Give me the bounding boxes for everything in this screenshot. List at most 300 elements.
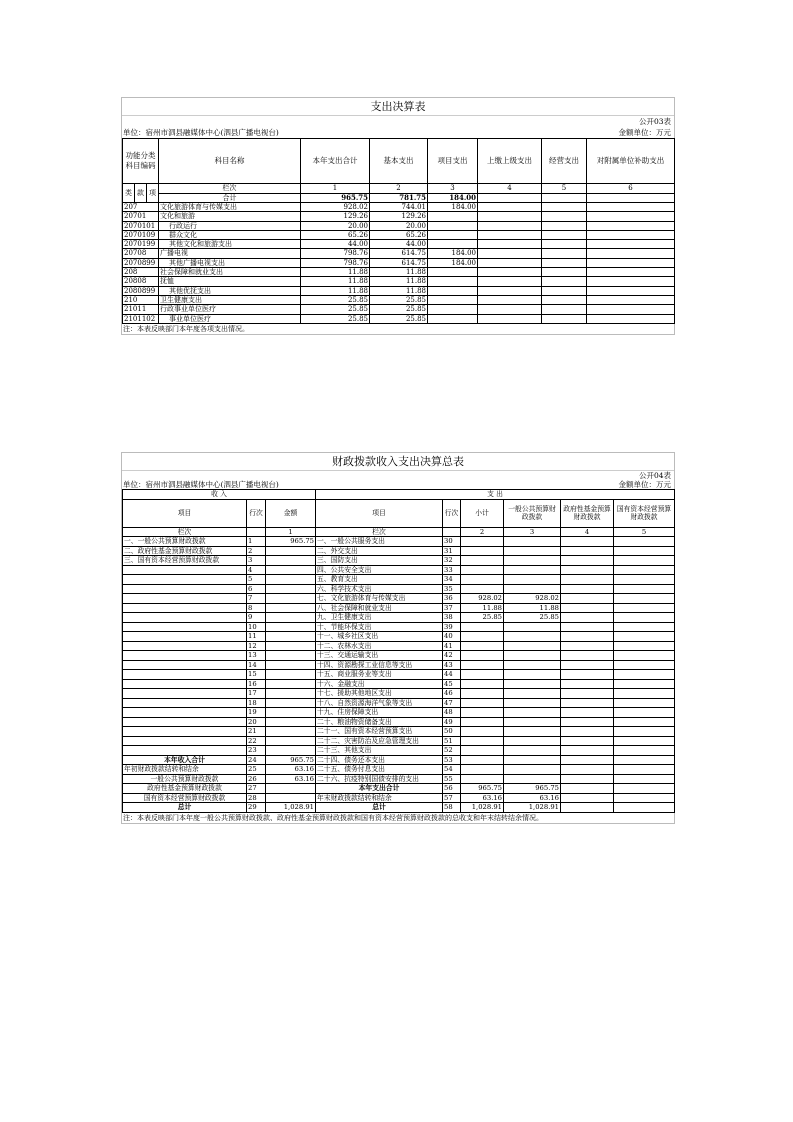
col-label: 栏次 bbox=[159, 184, 301, 194]
expense-general bbox=[504, 584, 561, 594]
income-row-num: 4 bbox=[247, 565, 266, 575]
income-item: 国有资本经营预算财政拨款 bbox=[123, 793, 247, 803]
table-row bbox=[123, 221, 675, 230]
expense-row-num: 31 bbox=[443, 546, 461, 556]
expense-general bbox=[504, 622, 561, 632]
expense-subtotal bbox=[461, 670, 504, 680]
income-item bbox=[123, 594, 247, 604]
expense-row-num: 41 bbox=[443, 641, 461, 651]
income-row-num: 1 bbox=[247, 537, 266, 547]
header-code: 功能分类科目编码 bbox=[123, 139, 159, 184]
fiscal-appropriation-summary bbox=[121, 452, 675, 824]
expense-item: 二十二、灾害防治及应急管理支出 bbox=[316, 736, 443, 746]
table-row bbox=[123, 622, 675, 632]
income-row-num: 12 bbox=[247, 641, 266, 651]
row-basic: 11.88 bbox=[370, 268, 428, 277]
income-row-num: 9 bbox=[247, 613, 266, 623]
header-project: 项目支出 bbox=[428, 139, 478, 184]
table-row bbox=[123, 803, 675, 813]
expense-subtotal: 928.02 bbox=[461, 594, 504, 604]
income-item: 政府性基金预算财政拨款 bbox=[123, 784, 247, 794]
expense-general bbox=[504, 679, 561, 689]
header-subsidy: 对附属单位补助支出 bbox=[587, 139, 675, 184]
expense-row-num: 49 bbox=[443, 717, 461, 727]
expense-row-num: 32 bbox=[443, 556, 461, 566]
expense-subtotal bbox=[461, 679, 504, 689]
row-name: 文化旅游体育与传媒支出 bbox=[159, 203, 301, 212]
row-total: 798.76 bbox=[301, 258, 370, 267]
expense-row-num: 55 bbox=[443, 774, 461, 784]
table-row bbox=[123, 314, 675, 323]
expense-item: 二十五、债务付息支出 bbox=[316, 765, 443, 775]
table-row bbox=[123, 651, 675, 661]
row-total: 928.02 bbox=[301, 203, 370, 212]
table-row bbox=[123, 565, 675, 575]
col-num-1: 1 bbox=[301, 184, 370, 194]
income-item bbox=[123, 736, 247, 746]
expense-subtotal: 25.85 bbox=[461, 613, 504, 623]
expense-general bbox=[504, 556, 561, 566]
income-row-num: 3 bbox=[247, 556, 266, 566]
expense-general bbox=[504, 746, 561, 756]
income-item: 总计 bbox=[123, 803, 247, 813]
expense-item: 十五、商业服务业等支出 bbox=[316, 670, 443, 680]
table-row bbox=[123, 689, 675, 699]
col-num-3: 3 bbox=[428, 184, 478, 194]
total-project: 184.00 bbox=[428, 193, 478, 203]
expense-row-num: 56 bbox=[443, 784, 461, 794]
expense-item: 六、科学技术支出 bbox=[316, 584, 443, 594]
row-project bbox=[428, 230, 478, 239]
expense-row-num: 54 bbox=[443, 765, 461, 775]
expense-subtotal bbox=[461, 632, 504, 642]
income-item bbox=[123, 622, 247, 632]
expense-general bbox=[504, 670, 561, 680]
income-row-num: 16 bbox=[247, 679, 266, 689]
income-item: 年初财政拨款结转和结余 bbox=[123, 765, 247, 775]
income-row-num: 19 bbox=[247, 708, 266, 718]
expense-subtotal: 965.75 bbox=[461, 784, 504, 794]
expense-item: 本年支出合计 bbox=[316, 784, 443, 794]
row-name: 社会保障和就业支出 bbox=[159, 268, 301, 277]
table1-note: 注：本表反映部门本年度各项支出情况。 bbox=[123, 324, 249, 333]
expense-general bbox=[504, 641, 561, 651]
row-basic: 20.00 bbox=[370, 221, 428, 230]
table-row bbox=[123, 546, 675, 556]
expense-general: 928.02 bbox=[504, 594, 561, 604]
table-row bbox=[123, 305, 675, 314]
expense-general: 25.85 bbox=[504, 613, 561, 623]
income-amount: 63.16 bbox=[266, 765, 316, 775]
income-amount bbox=[266, 632, 316, 642]
income-amount bbox=[266, 565, 316, 575]
row-total: 25.85 bbox=[301, 305, 370, 314]
income-amount bbox=[266, 689, 316, 699]
income-row-num: 11 bbox=[247, 632, 266, 642]
header-name: 科目名称 bbox=[159, 139, 301, 184]
expense-item: 五、教育支出 bbox=[316, 575, 443, 585]
form-number: 公开03表 bbox=[638, 117, 671, 126]
table-row bbox=[123, 746, 675, 756]
row-basic: 44.00 bbox=[370, 240, 428, 249]
expense-subtotal bbox=[461, 727, 504, 737]
row-code: 208 bbox=[123, 268, 159, 277]
expense-row-num: 58 bbox=[443, 803, 461, 813]
income-item bbox=[123, 584, 247, 594]
row-total: 65.26 bbox=[301, 230, 370, 239]
expense-row-num: 43 bbox=[443, 660, 461, 670]
expense-item: 年末财政拨款结转和结余 bbox=[316, 793, 443, 803]
expense-general bbox=[504, 727, 561, 737]
expense-general bbox=[504, 755, 561, 765]
expense-item: 七、文化旅游体育与传媒支出 bbox=[316, 594, 443, 604]
table2-grid bbox=[122, 489, 675, 813]
table-row bbox=[123, 240, 675, 249]
expense-row-num: 51 bbox=[443, 736, 461, 746]
income-row-num: 27 bbox=[247, 784, 266, 794]
income-row-num: 25 bbox=[247, 765, 266, 775]
header-business: 经营支出 bbox=[542, 139, 587, 184]
table-row bbox=[123, 632, 675, 642]
income-amount bbox=[266, 660, 316, 670]
expense-general bbox=[504, 575, 561, 585]
expense-subtotal bbox=[461, 717, 504, 727]
table-row bbox=[123, 584, 675, 594]
table-row bbox=[123, 784, 675, 794]
expense-general bbox=[504, 708, 561, 718]
expense-item: 二十三、其他支出 bbox=[316, 746, 443, 756]
header-basic: 基本支出 bbox=[370, 139, 428, 184]
income-amount: 965.75 bbox=[266, 755, 316, 765]
table-row bbox=[123, 679, 675, 689]
expense-item: 四、公共安全支出 bbox=[316, 565, 443, 575]
unit-org: 单位：宿州市泗县融媒体中心(泗县广播电视台) bbox=[123, 128, 279, 137]
income-amount bbox=[266, 575, 316, 585]
expense-row-num: 44 bbox=[443, 670, 461, 680]
row-name: 卫生健康支出 bbox=[159, 295, 301, 304]
row-name: 群众文化 bbox=[159, 230, 301, 239]
expense-subtotal bbox=[461, 660, 504, 670]
income-item: 二、政府性基金预算财政拨款 bbox=[123, 546, 247, 556]
row-project bbox=[428, 295, 478, 304]
expense-subtotal bbox=[461, 537, 504, 547]
row-code: 2070899 bbox=[123, 258, 159, 267]
row-code: 2070199 bbox=[123, 240, 159, 249]
income-amount bbox=[266, 784, 316, 794]
income-amount bbox=[266, 708, 316, 718]
expense-row-num: 45 bbox=[443, 679, 461, 689]
table-row bbox=[123, 755, 675, 765]
expense-item: 十八、自然资源海洋气象等支出 bbox=[316, 698, 443, 708]
income-item bbox=[123, 613, 247, 623]
row-name: 行政事业单位医疗 bbox=[159, 305, 301, 314]
income-amount bbox=[266, 698, 316, 708]
row-total: 129.26 bbox=[301, 212, 370, 221]
table-row bbox=[123, 258, 675, 267]
income-amount bbox=[266, 670, 316, 680]
expense-row-num: 39 bbox=[443, 622, 461, 632]
expense-subtotal bbox=[461, 575, 504, 585]
income-item bbox=[123, 670, 247, 680]
expense-row-num: 36 bbox=[443, 594, 461, 604]
row-basic: 11.88 bbox=[370, 286, 428, 295]
expense-row-num: 40 bbox=[443, 632, 461, 642]
row-name: 抚恤 bbox=[159, 277, 301, 286]
income-amount bbox=[266, 717, 316, 727]
expense-row-num: 38 bbox=[443, 613, 461, 623]
expense-subtotal bbox=[461, 584, 504, 594]
expense-item: 十一、城乡社区支出 bbox=[316, 632, 443, 642]
expense-item: 十七、援助其他地区支出 bbox=[316, 689, 443, 699]
expense-subtotal bbox=[461, 708, 504, 718]
table-row bbox=[123, 717, 675, 727]
col-num-3: 3 bbox=[504, 527, 561, 537]
income-amount bbox=[266, 584, 316, 594]
expense-item: 十九、住房保障支出 bbox=[316, 708, 443, 718]
income-item: 一、一般公共预算财政拨款 bbox=[123, 537, 247, 547]
row-basic: 25.85 bbox=[370, 305, 428, 314]
expense-general bbox=[504, 537, 561, 547]
expense-item: 二十、粮油物资储备支出 bbox=[316, 717, 443, 727]
row-project bbox=[428, 240, 478, 249]
income-row-num: 18 bbox=[247, 698, 266, 708]
table-row bbox=[123, 268, 675, 277]
row-code: 2080899 bbox=[123, 286, 159, 295]
table1-grid bbox=[122, 138, 675, 324]
total-basic: 781.75 bbox=[370, 193, 428, 203]
expense-item: 二十六、抗疫特别国债安排的支出 bbox=[316, 774, 443, 784]
table-row bbox=[123, 774, 675, 784]
row-basic: 25.85 bbox=[370, 295, 428, 304]
table-row bbox=[123, 295, 675, 304]
row-code: 20808 bbox=[123, 277, 159, 286]
expense-general bbox=[504, 736, 561, 746]
income-row-num: 24 bbox=[247, 755, 266, 765]
income-amount bbox=[266, 622, 316, 632]
income-item bbox=[123, 717, 247, 727]
expense-row-num: 46 bbox=[443, 689, 461, 699]
income-row-num: 5 bbox=[247, 575, 266, 585]
expense-item: 八、社会保障和就业支出 bbox=[316, 603, 443, 613]
income-amount bbox=[266, 556, 316, 566]
expense-row-num: 53 bbox=[443, 755, 461, 765]
table2-title: 财政拨款收入支出决算总表 bbox=[122, 453, 674, 471]
row-basic: 614.75 bbox=[370, 258, 428, 267]
income-item bbox=[123, 746, 247, 756]
expense-item: 一、一般公共服务支出 bbox=[316, 537, 443, 547]
row-total: 11.88 bbox=[301, 277, 370, 286]
table-row bbox=[123, 793, 675, 803]
expense-item: 九、卫生健康支出 bbox=[316, 613, 443, 623]
table-row bbox=[123, 212, 675, 221]
row-name: 事业单位医疗 bbox=[159, 314, 301, 323]
expense-general: 63.16 bbox=[504, 793, 561, 803]
income-item: 三、国有资本经营预算财政拨款 bbox=[123, 556, 247, 566]
income-row-num: 22 bbox=[247, 736, 266, 746]
table-row bbox=[123, 537, 675, 547]
row-total: 25.85 bbox=[301, 295, 370, 304]
table-row bbox=[123, 613, 675, 623]
income-row-num: 17 bbox=[247, 689, 266, 699]
expense-general: 965.75 bbox=[504, 784, 561, 794]
row-basic: 11.88 bbox=[370, 277, 428, 286]
col-num-2: 2 bbox=[461, 527, 504, 537]
header-lei: 类 bbox=[123, 184, 135, 203]
income-header: 收 入 bbox=[123, 490, 316, 500]
expense-general bbox=[504, 689, 561, 699]
h-item2: 项目 bbox=[316, 499, 443, 527]
expense-item: 三、国防支出 bbox=[316, 556, 443, 566]
row-name: 行政运行 bbox=[159, 221, 301, 230]
income-item: 一般公共预算财政拨款 bbox=[123, 774, 247, 784]
row-project bbox=[428, 314, 478, 323]
income-row-num: 28 bbox=[247, 793, 266, 803]
expense-general bbox=[504, 546, 561, 556]
expense-subtotal: 63.16 bbox=[461, 793, 504, 803]
expense-subtotal: 1,028.91 bbox=[461, 803, 504, 813]
expense-row-num: 34 bbox=[443, 575, 461, 585]
income-amount: 1,028.91 bbox=[266, 803, 316, 813]
income-row-num: 15 bbox=[247, 670, 266, 680]
row-project bbox=[428, 305, 478, 314]
h-amount: 金额 bbox=[266, 499, 316, 527]
expense-row-num: 47 bbox=[443, 698, 461, 708]
table-row bbox=[123, 277, 675, 286]
expense-item: 十六、金融支出 bbox=[316, 679, 443, 689]
income-amount bbox=[266, 679, 316, 689]
table2-note: 注：本表反映部门本年度一般公共预算财政拨款、政府性基金预算财政拨款和国有资本经营预算财政拨款的总收支和年末结转结余情况。 bbox=[123, 813, 543, 822]
col-label: 栏次 bbox=[123, 527, 247, 537]
expense-general bbox=[504, 765, 561, 775]
col-num-2: 2 bbox=[370, 184, 428, 194]
row-total: 20.00 bbox=[301, 221, 370, 230]
table-row bbox=[123, 594, 675, 604]
h-subtotal: 小计 bbox=[461, 499, 504, 527]
expense-subtotal bbox=[461, 546, 504, 556]
income-amount bbox=[266, 793, 316, 803]
row-code: 2101102 bbox=[123, 314, 159, 323]
col-num-5: 5 bbox=[542, 184, 587, 194]
expense-subtotal bbox=[461, 556, 504, 566]
row-project bbox=[428, 212, 478, 221]
expense-general bbox=[504, 660, 561, 670]
expense-item: 十二、农林水支出 bbox=[316, 641, 443, 651]
expense-row-num: 50 bbox=[443, 727, 461, 737]
table-row bbox=[123, 603, 675, 613]
row-project bbox=[428, 268, 478, 277]
header-total: 本年支出合计 bbox=[301, 139, 370, 184]
row-total: 11.88 bbox=[301, 286, 370, 295]
expense-general bbox=[504, 698, 561, 708]
table-row bbox=[123, 575, 675, 585]
row-total: 11.88 bbox=[301, 268, 370, 277]
expense-row-num: 35 bbox=[443, 584, 461, 594]
expense-subtotal bbox=[461, 689, 504, 699]
row-name: 其他优抚支出 bbox=[159, 286, 301, 295]
income-amount bbox=[266, 727, 316, 737]
table-row bbox=[123, 556, 675, 566]
row-code: 210 bbox=[123, 295, 159, 304]
table-row bbox=[123, 708, 675, 718]
income-item bbox=[123, 641, 247, 651]
col-num-4: 4 bbox=[478, 184, 542, 194]
col-num-5: 5 bbox=[614, 527, 675, 537]
row-project: 184.00 bbox=[428, 203, 478, 212]
expense-row-num: 37 bbox=[443, 603, 461, 613]
expense-row-num: 48 bbox=[443, 708, 461, 718]
income-row-num: 2 bbox=[247, 546, 266, 556]
income-row-num: 29 bbox=[247, 803, 266, 813]
expense-general bbox=[504, 774, 561, 784]
row-code: 21011 bbox=[123, 305, 159, 314]
table-row bbox=[123, 641, 675, 651]
expense-row-num: 42 bbox=[443, 651, 461, 661]
row-total: 25.85 bbox=[301, 314, 370, 323]
row-code: 207 bbox=[123, 203, 159, 212]
table1-title: 支出决算表 bbox=[122, 98, 674, 116]
h-item: 项目 bbox=[123, 499, 247, 527]
unit-org: 单位：宿州市泗县融媒体中心(泗县广播电视台) bbox=[123, 480, 279, 489]
row-project bbox=[428, 221, 478, 230]
income-item bbox=[123, 575, 247, 585]
income-row-num: 13 bbox=[247, 651, 266, 661]
unit-money: 金额单位：万元 bbox=[618, 128, 671, 137]
income-amount bbox=[266, 594, 316, 604]
expense-subtotal bbox=[461, 765, 504, 775]
table-row bbox=[123, 698, 675, 708]
expense-subtotal bbox=[461, 622, 504, 632]
h-state: 国有资本经营预算财政拨款 bbox=[614, 499, 675, 527]
expense-subtotal bbox=[461, 698, 504, 708]
form-number: 公开04表 bbox=[638, 471, 671, 480]
row-basic: 65.26 bbox=[370, 230, 428, 239]
expense-general: 11.88 bbox=[504, 603, 561, 613]
income-row-num: 6 bbox=[247, 584, 266, 594]
table-row bbox=[123, 203, 675, 212]
row-basic: 744.01 bbox=[370, 203, 428, 212]
row-total: 44.00 bbox=[301, 240, 370, 249]
expense-item: 十四、资源勘探工业信息等支出 bbox=[316, 660, 443, 670]
col-label-2: 栏次 bbox=[316, 527, 443, 537]
expense-item: 二十一、国有资本经营预算支出 bbox=[316, 727, 443, 737]
row-name: 广播电视 bbox=[159, 249, 301, 258]
expense-subtotal bbox=[461, 774, 504, 784]
row-project bbox=[428, 286, 478, 295]
expense-subtotal: 11.88 bbox=[461, 603, 504, 613]
row-project: 184.00 bbox=[428, 249, 478, 258]
row-project: 184.00 bbox=[428, 258, 478, 267]
table-row bbox=[123, 660, 675, 670]
row-name: 其他广播电视支出 bbox=[159, 258, 301, 267]
row-code: 2070101 bbox=[123, 221, 159, 230]
income-amount bbox=[266, 651, 316, 661]
expense-item: 十三、交通运输支出 bbox=[316, 651, 443, 661]
expense-row-num: 57 bbox=[443, 793, 461, 803]
expense-subtotal bbox=[461, 755, 504, 765]
table-row bbox=[123, 765, 675, 775]
expense-item: 二、外交支出 bbox=[316, 546, 443, 556]
row-project bbox=[428, 277, 478, 286]
income-amount bbox=[266, 546, 316, 556]
income-row-num: 20 bbox=[247, 717, 266, 727]
h-fund: 政府性基金预算财政拨款 bbox=[561, 499, 614, 527]
expense-row-num: 33 bbox=[443, 565, 461, 575]
expense-general bbox=[504, 651, 561, 661]
header-kuan: 款 bbox=[135, 184, 147, 203]
income-item bbox=[123, 632, 247, 642]
row-code: 20708 bbox=[123, 249, 159, 258]
table-row bbox=[123, 727, 675, 737]
